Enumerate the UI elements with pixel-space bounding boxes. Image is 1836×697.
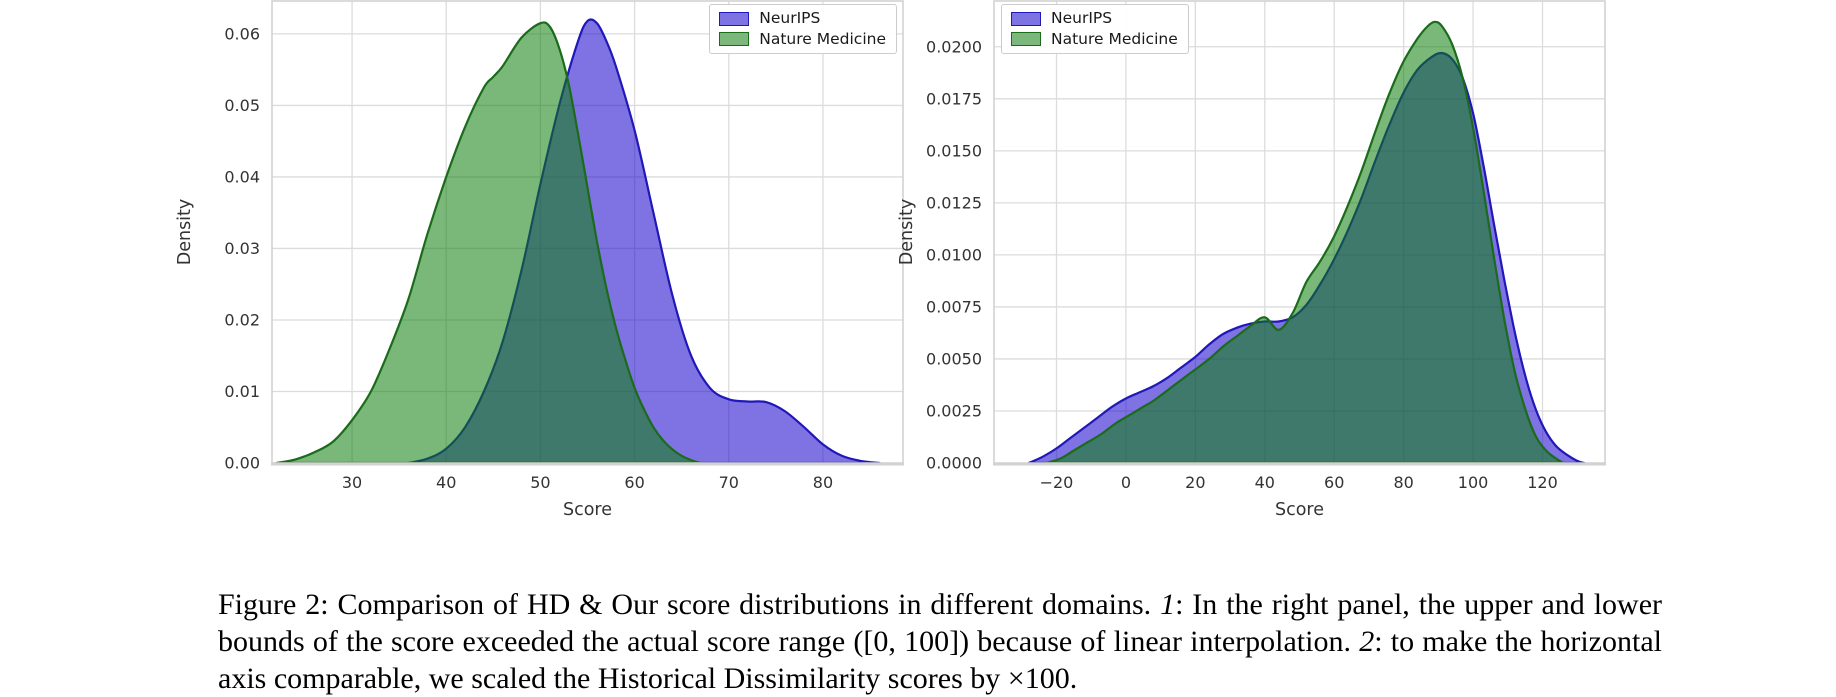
legend-label: Nature Medicine [759,29,886,48]
y-tick-label: 0.00 [224,453,260,473]
y-tick-label: 0.05 [224,95,260,115]
legend-swatch-icon [1011,32,1041,46]
y-tick-label: 0.0050 [926,349,982,369]
legend-item [1011,11,1178,27]
y-tick-label: 0.0075 [926,297,982,317]
y-tick-label: 0.01 [224,381,260,401]
y-tick-label: 0.04 [224,167,260,187]
x-tick-label: 80 [1393,473,1414,492]
y-tick-label: 0.0175 [926,89,982,109]
legend-item [1011,29,1178,48]
y-tick-label: 0.0100 [926,245,982,265]
x-tick-label: 20 [1185,473,1206,492]
caption-text: Figure 2: Comparison of HD & Our score distributions in different domains. [218,588,1161,621]
y-tick-label: 0.06 [224,24,260,44]
x-tick-label: 30 [341,473,363,492]
figure-caption [218,586,1662,697]
y-axis-label: Density [175,198,195,266]
y-axis-label: Density [897,198,917,266]
caption-italic-marker: 1 [1160,588,1176,621]
y-tick-label: 0.0025 [926,401,982,421]
legend-swatch-icon [719,32,749,46]
x-tick-label: 50 [530,473,551,492]
y-tick-label: 0.0200 [926,37,982,57]
x-tick-label: 60 [1324,473,1345,492]
legend-label: NeurIPS [759,9,821,27]
x-axis-label: Score [562,500,613,520]
legend-item [719,11,886,27]
legend-label: Nature Medicine [1051,29,1178,48]
x-tick-label: 0 [1120,473,1132,492]
x-tick-label: 40 [436,473,457,492]
panel-left [175,1,904,520]
legend-swatch-icon [1011,12,1041,26]
x-tick-label: 80 [812,473,834,492]
x-tick-label: −20 [1039,473,1074,492]
y-tick-label: 0.02 [224,310,260,330]
caption-text: : In the right panel, the upper and lower bounds of the score exceeded the actual score range ([0, 100]) because of linear interpolation. [218,588,1662,658]
x-tick-label: 100 [1457,473,1489,492]
x-tick-label: 70 [718,473,739,492]
panel-right [897,1,1606,520]
legend-label: NeurIPS [1051,9,1113,27]
y-tick-label: 0.0125 [926,193,982,213]
legend-right [1001,4,1189,54]
legend-swatch-icon [719,12,749,26]
kde-area-nature-medicine [1046,22,1563,463]
y-tick-label: 0.0150 [926,141,982,161]
y-tick-label: 0.03 [224,238,260,258]
x-tick-label: 120 [1527,473,1558,492]
x-axis-label: Score [1274,500,1325,520]
y-tick-label: 0.0000 [926,453,982,473]
legend-item [719,29,886,48]
legend-left [709,4,897,54]
x-tick-label: 60 [624,473,645,492]
caption-text: : to make the horizontal axis comparable, we scaled the Historical Dissimilarity scores by ×100. [218,625,1662,695]
caption-italic-marker: 2 [1359,625,1375,658]
x-tick-label: 40 [1254,473,1275,492]
